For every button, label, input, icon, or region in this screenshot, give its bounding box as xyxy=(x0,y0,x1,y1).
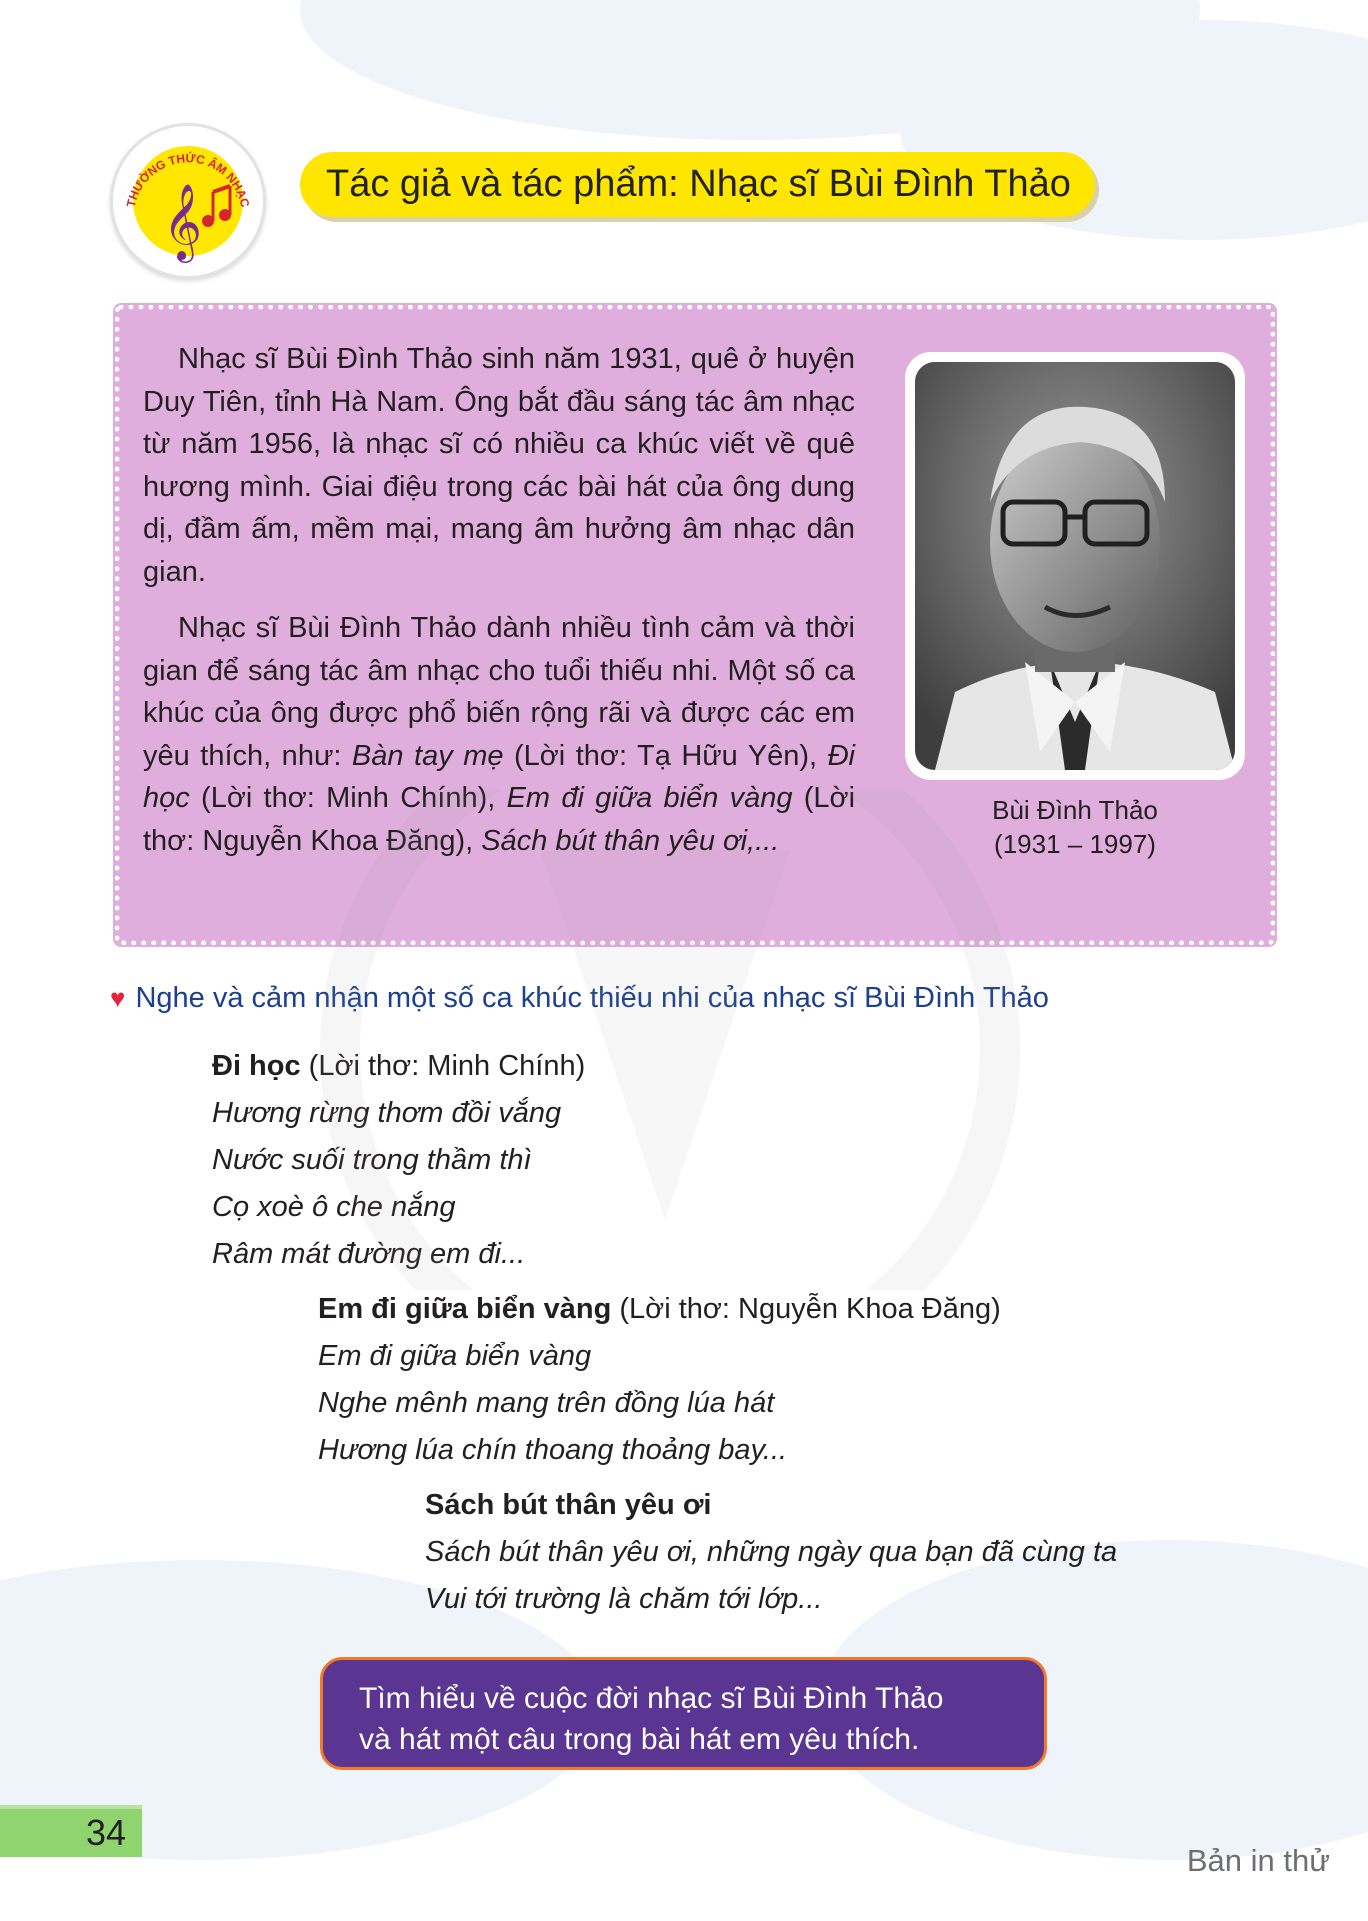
print-proof-note: Bản in thử xyxy=(1186,1843,1330,1878)
song-name: Bàn tay mẹ xyxy=(351,739,504,772)
bio-text: Nhạc sĩ Bùi Đình Thảo dành nhiều tình cảm và thời gian để sáng tác âm nhạc cho tuổi thiếu nhi. Một số ca khúc của ông được phổ biến rộng rãi và được các em yêu thích, như: xyxy=(143,612,855,772)
treble-clef-notes-icon xyxy=(113,126,263,276)
portrait-photo xyxy=(915,362,1235,770)
lyric-line: Em đi giữa biển vàng xyxy=(318,1340,592,1372)
song-name: Đi học xyxy=(143,739,855,814)
badge-text: THƯỜNG THỨC ÂM NHẠC xyxy=(123,151,253,209)
bio-text: (Lời thơ: Tạ Hữu Yên), xyxy=(503,739,828,772)
song-title: Sách bút thân yêu ơi xyxy=(425,1489,712,1521)
page-number: 34 xyxy=(85,1812,126,1853)
lyric-line: Cọ xoè ô che nắng xyxy=(212,1191,456,1223)
heart-icon: ♥ xyxy=(110,983,126,1013)
portrait-frame xyxy=(905,352,1245,780)
lyric-line: Râm mát đường em đi... xyxy=(212,1238,526,1270)
page-title: Tác giả và tác phẩm: Nhạc sĩ Bùi Đình Thảo xyxy=(326,163,1071,205)
caption-years: (1931 – 1997) xyxy=(994,829,1156,859)
song-block xyxy=(318,1286,1001,1474)
caption-name: Bùi Đình Thảo xyxy=(992,795,1158,825)
song-title: Em đi giữa biển vàng xyxy=(318,1293,612,1325)
lyric-line: Nước suối trong thầm thì xyxy=(212,1144,532,1176)
activity-box xyxy=(320,1657,1047,1770)
song-title: Đi học xyxy=(212,1050,301,1082)
lyric-line: Nghe mênh mang trên đồng lúa hát xyxy=(318,1387,775,1419)
lyric-line: Hương rừng thơm đồi vắng xyxy=(212,1097,562,1129)
bio-text: (Lời thơ: Nguyễn Khoa Đăng), xyxy=(143,782,856,857)
song-credit: (Lời thơ: Minh Chính) xyxy=(300,1050,586,1082)
biography-paragraph-2 xyxy=(143,607,855,862)
song-heading xyxy=(212,1043,585,1090)
lyric-line: Sách bút thân yêu ơi, những ngày qua bạn đã cùng ta xyxy=(425,1536,1118,1568)
song-credit: (Lời thơ: Nguyễn Khoa Đăng) xyxy=(611,1293,1001,1325)
activity-line-2: và hát một câu trong bài hát em yêu thích. xyxy=(359,1723,920,1756)
biography-text xyxy=(143,338,855,876)
biography-paragraph-1: Nhạc sĩ Bùi Đình Thảo sinh năm 1931, quê ở huyện Duy Tiên, tỉnh Hà Nam. Ông bắt đầu sáng tác âm nhạc từ năm 1956, là nhạc sĩ có nhiều ca khúc viết về quê hương mình. Giai điệu trong các bài hát của ông dung dị, đầm ấm, mềm mại, mang âm hưởng âm nhạc dân gian. xyxy=(143,343,855,588)
section-title-bar xyxy=(300,152,1095,217)
song-heading xyxy=(425,1482,1117,1529)
song-name: Sách bút thân yêu ơi,... xyxy=(481,824,780,857)
lyric-line: Vui tới trường là chăm tới lớp... xyxy=(425,1583,823,1615)
song-block xyxy=(212,1043,585,1278)
listening-section-heading xyxy=(110,982,1049,1015)
bio-text: (Lời thơ: Minh Chính), xyxy=(189,782,507,814)
music-knowledge-badge xyxy=(110,123,266,279)
song-name: Em đi giữa biển vàng xyxy=(506,782,793,814)
section-heading-text: Nghe và cảm nhận một số ca khúc thiếu nhi của nhạc sĩ Bùi Đình Thảo xyxy=(135,982,1049,1014)
page-number-tab xyxy=(0,1805,142,1857)
activity-line-1: Tìm hiểu về cuộc đời nhạc sĩ Bùi Đình Thảo xyxy=(359,1682,944,1715)
song-heading xyxy=(318,1286,1001,1333)
song-block xyxy=(425,1482,1117,1623)
portrait-caption xyxy=(905,793,1245,861)
svg-text:𝄞: 𝄞 xyxy=(163,183,203,260)
lyric-line: Hương lúa chín thoang thoảng bay... xyxy=(318,1434,788,1466)
